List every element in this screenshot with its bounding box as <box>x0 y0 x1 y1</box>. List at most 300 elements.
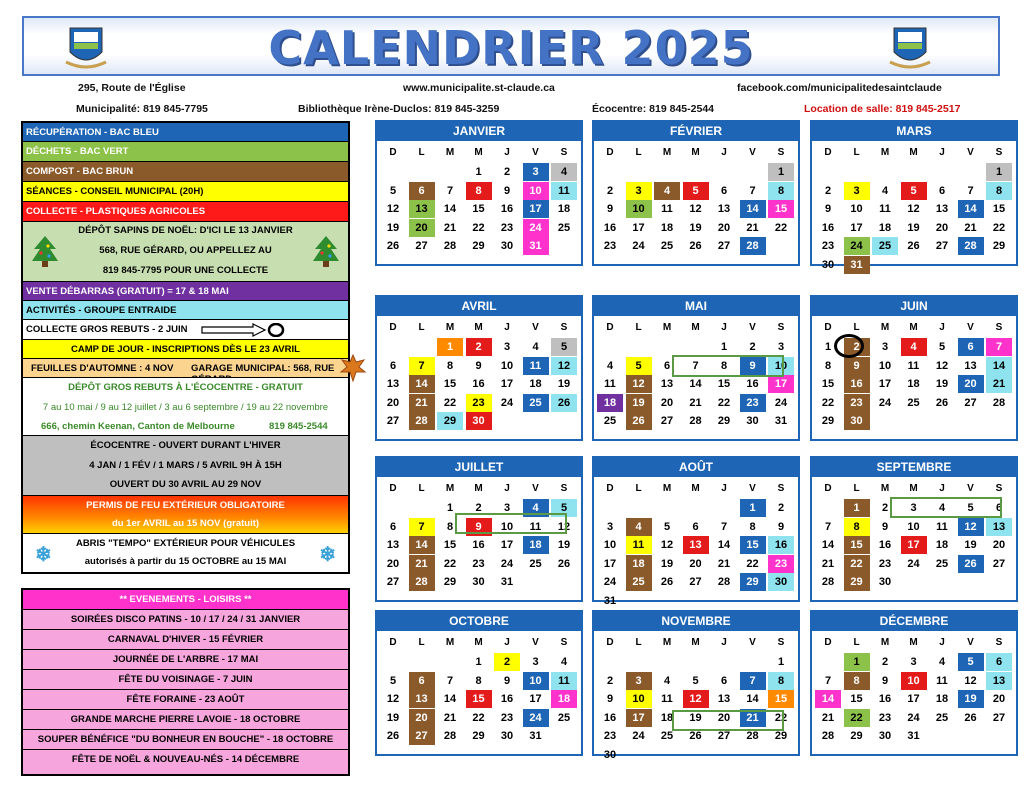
leaf-icon <box>340 354 366 382</box>
day-cell: 22 <box>443 396 457 409</box>
day-cell: 24 <box>523 709 549 727</box>
day-cell: 18 <box>523 536 549 554</box>
eco-line-2: 4 JAN / 1 FÉV / 1 MARS / 5 AVRIL 9H À 15H <box>89 460 282 471</box>
weekday-header: M <box>691 483 700 494</box>
day-cell: 25 <box>935 711 949 724</box>
day-cell: 2 <box>777 502 785 514</box>
day-cell: 11 <box>529 520 542 533</box>
month-4 <box>375 295 583 441</box>
day-cell: 5 <box>551 338 577 356</box>
weekday-header: V <box>967 637 974 648</box>
day-cell: 19 <box>626 394 652 412</box>
day-cell: 24 <box>632 240 645 252</box>
day-cell: 18 <box>660 221 674 234</box>
day-cell: 2 <box>606 674 614 687</box>
day-cell: 7 <box>986 338 1012 356</box>
day-cell: 1 <box>720 341 728 353</box>
day-cell: 10 <box>523 182 549 200</box>
snowflake-icon: ❄ <box>319 544 336 566</box>
day-cell: 1 <box>475 166 482 178</box>
day-cell: 22 <box>992 221 1006 234</box>
weekday-header: L <box>853 637 860 648</box>
weekday-header: M <box>909 147 918 158</box>
website-link[interactable]: www.municipalite.st-claude.ca <box>403 82 555 94</box>
day-cell: 26 <box>626 412 652 430</box>
day-cell: 21 <box>717 557 731 570</box>
day-cell: 15 <box>850 693 863 705</box>
day-cell: 6 <box>720 674 728 687</box>
weekday-header: M <box>909 483 918 494</box>
weekday-header: J <box>939 483 945 494</box>
event-item: FÊTE FORAINE - 23 AOÛT <box>23 690 348 710</box>
day-cell: 5 <box>389 674 397 687</box>
weekday-header: M <box>474 322 483 333</box>
legend-sapins <box>23 222 348 282</box>
day-cell: 29 <box>443 576 457 588</box>
weekday-header: V <box>967 147 974 158</box>
weekday-header: L <box>635 483 642 494</box>
day-cell: 20 <box>386 396 400 409</box>
day-cell: 20 <box>992 693 1006 705</box>
weekday-header: L <box>853 483 860 494</box>
day-cell: 9 <box>606 203 614 215</box>
day-cell: 14 <box>815 690 841 708</box>
legend-depot-ecocentre <box>23 378 348 436</box>
feuilles-label: FEUILLES D'AUTOMNE : 4 NOV <box>31 363 174 374</box>
day-cell: 4 <box>532 341 539 353</box>
day-cell: 7 <box>720 520 728 533</box>
day-cell: 21 <box>689 396 702 409</box>
weekday-header: S <box>560 322 568 333</box>
day-cell: 20 <box>717 711 731 724</box>
day-cell: 16 <box>603 711 617 724</box>
day-cell: 19 <box>660 557 674 570</box>
day-cell: 26 <box>557 557 571 570</box>
day-cell: 4 <box>626 518 652 536</box>
day-cell: 2 <box>503 166 511 178</box>
day-cell: 4 <box>663 674 671 687</box>
day-cell: 30 <box>821 258 835 271</box>
day-cell: 23 <box>768 555 794 573</box>
day-cell: 10 <box>626 200 652 218</box>
day-cell: 3 <box>606 520 614 533</box>
day-cell: 18 <box>626 555 652 573</box>
day-cell: 6 <box>409 182 435 200</box>
weekday-header: M <box>880 322 890 333</box>
weekday-header: M <box>662 483 672 494</box>
day-cell: 9 <box>503 674 511 687</box>
day-cell: 23 <box>878 711 892 724</box>
weekday-header: D <box>824 147 832 158</box>
day-cell: 18 <box>551 690 577 708</box>
day-cell: 9 <box>881 520 889 533</box>
permis-line-2: du 1er AVRIL au 15 NOV (gratuit) <box>111 518 260 529</box>
day-cell: 11 <box>907 359 920 372</box>
day-cell: 13 <box>964 359 977 372</box>
month-6 <box>810 295 1018 441</box>
day-cell: 22 <box>472 711 485 724</box>
day-cell: 20 <box>689 557 702 570</box>
day-cell: 26 <box>689 730 702 742</box>
day-cell: 11 <box>936 520 948 533</box>
day-cell: 30 <box>472 576 485 588</box>
day-cell: 19 <box>958 690 984 708</box>
event-item: FÊTE DU VOISINAGE - 7 JUIN <box>23 670 348 690</box>
day-cell: 15 <box>844 536 870 554</box>
weekday-header: S <box>777 637 785 648</box>
day-cell: 17 <box>901 536 927 554</box>
day-cell: 31 <box>844 256 870 274</box>
day-cell: 6 <box>958 338 984 356</box>
day-cell: 21 <box>443 221 457 234</box>
day-cell: 30 <box>844 412 870 430</box>
day-cell: 21 <box>986 375 1012 393</box>
day-cell: 20 <box>409 219 435 237</box>
month-name: DÉCEMBRE <box>812 612 1016 631</box>
day-cell: 23 <box>472 557 485 570</box>
day-cell: 18 <box>907 378 920 390</box>
arrow-right-icon <box>201 323 285 337</box>
day-cell: 2 <box>844 338 870 356</box>
day-cell: 31 <box>529 730 542 742</box>
event-item: CARNAVAL D'HIVER - 15 FÉVRIER <box>23 630 348 650</box>
legend-seances: SÉANCES - CONSEIL MUNICIPAL (20H) <box>23 182 348 202</box>
month-8 <box>592 456 800 607</box>
day-cell: 29 <box>472 730 485 742</box>
day-cell: 30 <box>878 576 892 588</box>
day-cell: 9 <box>475 359 482 372</box>
day-cell: 24 <box>774 396 788 409</box>
weekday-header: V <box>532 322 539 333</box>
day-cell: 18 <box>660 711 674 724</box>
weekday-header: L <box>418 322 425 333</box>
day-cell: 28 <box>992 396 1006 409</box>
weekday-header: D <box>389 322 397 333</box>
day-cell: 9 <box>740 357 766 375</box>
day-cell: 18 <box>557 203 571 215</box>
day-cell: 9 <box>844 357 870 375</box>
day-cell: 12 <box>958 518 984 536</box>
weekday-header: S <box>560 483 568 494</box>
day-cell: 26 <box>386 240 400 252</box>
day-cell: 29 <box>740 573 766 591</box>
day-cell: 6 <box>720 184 728 197</box>
day-cell: 2 <box>475 502 482 514</box>
month-name: AVRIL <box>377 297 581 316</box>
day-cell: 17 <box>603 557 617 570</box>
day-cell: 9 <box>606 693 614 705</box>
facebook-link[interactable]: facebook.com/municipalitedesaintclaude <box>737 82 942 94</box>
location-phone: Location de salle: 819 845-2517 <box>804 103 961 115</box>
day-cell: 11 <box>879 203 891 215</box>
day-cell: 12 <box>907 203 920 215</box>
day-cell: 23 <box>466 394 492 412</box>
day-cell: 10 <box>626 690 652 708</box>
weekday-header: M <box>445 637 455 648</box>
weekday-header: D <box>606 637 614 648</box>
day-cell: 19 <box>689 711 702 724</box>
day-cell: 11 <box>551 182 577 200</box>
day-cell: 21 <box>409 555 435 573</box>
day-cell: 31 <box>603 594 617 607</box>
day-cell: 8 <box>446 359 454 372</box>
day-cell: 23 <box>500 711 514 724</box>
day-cell: 19 <box>557 539 571 551</box>
day-cell: 7 <box>824 520 832 533</box>
day-cell: 10 <box>500 359 514 372</box>
day-cell: 12 <box>683 690 709 708</box>
address: 295, Route de l'Église <box>78 82 186 94</box>
day-cell: 21 <box>746 221 759 234</box>
day-cell: 22 <box>774 711 788 724</box>
day-cell: 25 <box>907 396 920 409</box>
day-cell: 28 <box>746 730 759 742</box>
day-cell: 1 <box>740 499 766 517</box>
day-cell: 3 <box>523 163 549 181</box>
day-cell: 8 <box>446 520 454 533</box>
day-cell: 22 <box>717 396 731 409</box>
day-cell: 24 <box>878 396 892 409</box>
day-cell: 15 <box>717 378 731 390</box>
day-cell: 25 <box>557 711 571 724</box>
day-cell: 24 <box>907 711 920 724</box>
day-cell: 3 <box>503 502 511 514</box>
event-item: JOURNÉE DE L'ARBRE - 17 MAI <box>23 650 348 670</box>
day-cell: 7 <box>409 357 435 375</box>
day-cell: 15 <box>740 536 766 554</box>
day-cell: 3 <box>881 341 889 353</box>
legend-ecocentre-hiver <box>23 436 348 496</box>
day-cell: 16 <box>878 539 892 551</box>
day-cell: 1 <box>844 499 870 517</box>
day-cell: 28 <box>443 730 457 742</box>
day-cell: 5 <box>692 674 699 687</box>
day-cell: 6 <box>986 653 1012 671</box>
weekday-header: D <box>824 322 832 333</box>
day-cell: 4 <box>881 184 889 197</box>
day-cell: 6 <box>995 502 1003 514</box>
snowflake-icon: ❄ <box>35 544 52 566</box>
month-3 <box>810 120 1018 271</box>
day-cell: 17 <box>500 539 514 551</box>
day-cell: 30 <box>746 415 759 427</box>
day-cell: 22 <box>443 557 457 570</box>
day-cell: 14 <box>986 357 1012 375</box>
day-cell: 20 <box>958 375 984 393</box>
day-cell: 12 <box>935 359 949 372</box>
weekday-header: M <box>691 147 700 158</box>
day-cell: 16 <box>500 693 514 705</box>
day-cell: 5 <box>901 182 927 200</box>
day-cell: 27 <box>717 240 731 252</box>
day-cell: 12 <box>386 693 400 705</box>
day-cell: 12 <box>964 674 977 687</box>
depot-highlight <box>455 513 567 534</box>
weekday-header: L <box>635 147 642 158</box>
day-cell: 14 <box>409 375 435 393</box>
weekday-header: J <box>504 483 510 494</box>
weekday-header: V <box>749 322 756 333</box>
weekday-header: D <box>606 483 614 494</box>
day-cell: 28 <box>717 576 731 588</box>
event-item: FÊTE DE NOËL & NOUVEAU-NÉS - 14 DÉCEMBRE <box>71 754 300 765</box>
rebuts-circle <box>834 334 864 358</box>
day-cell: 12 <box>689 203 702 215</box>
day-cell: 13 <box>386 378 400 390</box>
weekday-header: S <box>777 322 785 333</box>
weekday-header: L <box>853 147 860 158</box>
weekday-header: M <box>662 637 672 648</box>
weekday-header: M <box>445 147 455 158</box>
day-cell: 27 <box>992 711 1006 724</box>
day-cell: 25 <box>660 240 674 252</box>
weekday-header: J <box>504 322 510 333</box>
month-2 <box>592 120 800 266</box>
day-cell: 10 <box>907 520 920 533</box>
day-cell: 28 <box>409 412 435 430</box>
month-9 <box>810 456 1018 602</box>
weekday-header: J <box>721 322 727 333</box>
weekday-header: D <box>389 637 397 648</box>
weekday-header: J <box>721 637 727 648</box>
day-cell: 13 <box>409 690 435 708</box>
day-cell: 8 <box>844 672 870 690</box>
day-cell: 5 <box>938 341 946 353</box>
day-cell: 18 <box>529 378 542 390</box>
day-cell: 7 <box>446 184 454 197</box>
crest-icon <box>888 22 932 72</box>
day-cell: 18 <box>878 221 892 234</box>
day-cell: 14 <box>740 200 766 218</box>
day-cell: 13 <box>935 203 949 215</box>
day-cell: 30 <box>768 573 794 591</box>
day-cell: 19 <box>689 221 702 234</box>
day-cell: 25 <box>603 415 617 427</box>
weekday-header: J <box>721 483 727 494</box>
day-cell: 5 <box>551 499 577 517</box>
weekday-header: S <box>560 147 568 158</box>
day-cell: 11 <box>604 378 616 390</box>
day-cell: 9 <box>881 674 889 687</box>
legend-panel <box>21 121 350 574</box>
depot-highlight <box>672 710 784 731</box>
day-cell: 23 <box>821 240 835 252</box>
weekday-header: J <box>721 147 727 158</box>
garage-label: GARAGE MUNICIPAL: 568, RUE <box>191 363 335 374</box>
legend-abris <box>23 534 348 572</box>
day-cell: 12 <box>626 375 652 393</box>
day-cell: 8 <box>466 182 492 200</box>
weekday-header: D <box>606 147 614 158</box>
day-cell: 17 <box>632 221 645 234</box>
day-cell: 15 <box>992 203 1006 215</box>
day-cell: 24 <box>844 237 870 255</box>
weekday-header: M <box>880 637 890 648</box>
weekday-header: M <box>880 147 890 158</box>
day-cell: 13 <box>717 203 731 215</box>
day-cell: 26 <box>907 240 920 252</box>
depot-highlight <box>672 355 784 377</box>
day-cell: 11 <box>551 672 577 690</box>
day-cell: 12 <box>551 357 577 375</box>
day-cell: 28 <box>740 237 766 255</box>
weekday-header: L <box>853 322 860 333</box>
day-cell: 7 <box>692 359 699 372</box>
legend-feuilles <box>23 359 348 378</box>
day-cell: 19 <box>386 221 400 234</box>
day-cell: 16 <box>472 539 485 551</box>
day-cell: 17 <box>907 693 920 705</box>
day-cell: 17 <box>529 693 542 705</box>
day-cell: 23 <box>500 221 514 234</box>
page-title: CALENDRIER 2025 <box>268 21 754 75</box>
weekday-header: M <box>445 322 455 333</box>
day-cell: 3 <box>844 182 870 200</box>
month-1 <box>375 120 583 266</box>
day-cell: 29 <box>821 415 835 427</box>
day-cell: 20 <box>992 539 1006 551</box>
day-cell: 30 <box>500 730 514 742</box>
day-cell: 10 <box>500 520 514 533</box>
day-cell: 1 <box>844 653 870 671</box>
day-cell: 28 <box>443 240 457 252</box>
day-cell: 14 <box>689 378 702 390</box>
day-cell: 23 <box>603 240 617 252</box>
day-cell: 31 <box>523 237 549 255</box>
day-cell: 3 <box>503 341 511 353</box>
day-cell: 30 <box>603 748 617 761</box>
day-cell: 24 <box>907 557 920 570</box>
day-cell: 13 <box>717 693 731 705</box>
day-cell: 26 <box>386 730 400 742</box>
day-cell: 20 <box>935 221 949 234</box>
day-cell: 27 <box>415 240 428 252</box>
weekday-header: S <box>995 322 1003 333</box>
weekday-header: V <box>749 637 756 648</box>
day-cell: 26 <box>689 240 702 252</box>
day-cell: 2 <box>749 341 756 353</box>
weekday-header: V <box>749 483 756 494</box>
day-cell: 16 <box>844 375 870 393</box>
day-cell: 25 <box>523 394 549 412</box>
day-cell: 6 <box>938 184 946 197</box>
day-cell: 20 <box>409 709 435 727</box>
day-cell: 5 <box>683 182 709 200</box>
day-cell: 23 <box>844 394 870 412</box>
day-cell: 27 <box>717 730 731 742</box>
day-cell: 8 <box>749 520 756 533</box>
day-cell: 21 <box>409 394 435 412</box>
depot-phone: 819 845-2544 <box>269 421 328 432</box>
legend-camp: CAMP DE JOUR - INSCRIPTIONS DÈS LE 23 AVRIL <box>23 340 348 359</box>
weekday-header: M <box>691 637 700 648</box>
month-name: AOÛT <box>594 458 798 477</box>
day-cell: 25 <box>529 557 542 570</box>
day-cell: 13 <box>986 672 1012 690</box>
day-cell: 10 <box>850 203 863 215</box>
day-cell: 16 <box>768 536 794 554</box>
day-cell: 24 <box>603 576 617 588</box>
weekday-header: S <box>995 147 1003 158</box>
rebuts-label: COLLECTE GROS REBUTS - 2 JUIN <box>26 324 188 335</box>
day-cell: 4 <box>560 656 568 668</box>
day-cell: 17 <box>500 378 514 390</box>
day-cell: 19 <box>386 711 400 724</box>
day-cell: 1 <box>824 341 832 353</box>
month-name: FÉVRIER <box>594 122 798 141</box>
depot-address: 666, chemin Keenan, Canton de Melbourne <box>41 421 235 432</box>
day-cell: 6 <box>409 672 435 690</box>
